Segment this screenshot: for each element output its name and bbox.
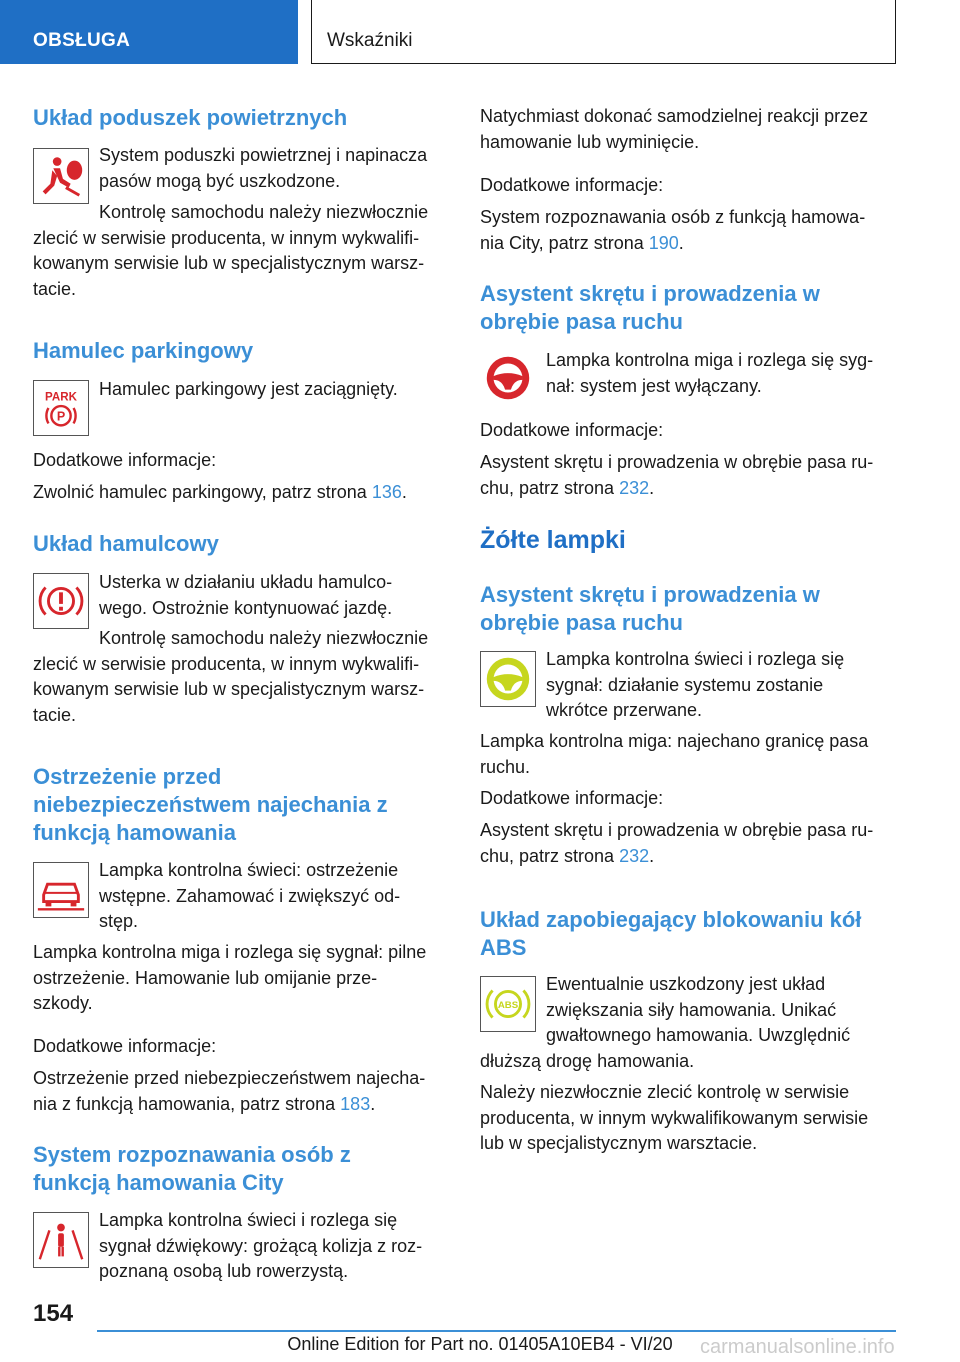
city-continued-text: Natychmiast dokonać samodzielnej reakcji przez hamowanie lub wyminięcie. [480, 106, 869, 152]
steering-wheel-yellow-icon [480, 651, 536, 707]
heading-steering-assist-yellow: Asystent skrętu i prowadzenia w obrębie pasa ruchu [480, 582, 820, 635]
airbag-warning-icon [33, 148, 89, 204]
watermark: carmanualsonline.info [700, 1336, 895, 1358]
svg-text:ABS: ABS [497, 999, 519, 1011]
heading-steering-assist-red: Asystent skrętu i prowadzenia w obrębie pasa ruchu [480, 281, 820, 334]
steering-red-text: Lampka kontrolna miga i rozlega się syg‐ nał: system jest wyłączany. [546, 350, 874, 396]
brake-text-first: Kontrolę samochodu należy niezwłocznie [99, 628, 429, 648]
abs-icon [480, 976, 536, 1032]
steering-red-page-link[interactable]: 232 [619, 477, 650, 498]
parking-more-info: Dodatkowe informacje: [33, 450, 217, 470]
footer-edition: Online Edition for Part no. 01405A10EB4 - VI/20 [287, 1334, 673, 1354]
header-chapter-label: Wskaźniki [327, 30, 413, 51]
heading-yellow-lamps: Żółte lampki [480, 526, 626, 554]
brake-text-body: zlecić w serwisie producenta, w innym wykwalifi‐ kowanym serwisie lub w specjalistycznym warsz‐ tacie. [33, 653, 425, 725]
parking-page-link[interactable]: 136 [371, 482, 402, 502]
steering-yellow-reference: Asystent skrętu i prowadzenia w obrębie pasa ru‐ chu, patrz strona 232. [480, 820, 874, 866]
steering-yellow-text-indented: Lampka kontrolna świeci i rozlega się sygnał: działanie systemu zostanie wkrótce przerwane. [546, 649, 845, 720]
heading-airbag: Układ poduszek powietrznych [33, 105, 348, 130]
heading-brake-system: Układ hamulcowy [33, 531, 219, 556]
heading-parking-brake: Hamulec parkingowy [33, 338, 254, 363]
header-chapter-box [311, 0, 896, 64]
heading-city-detection: System rozpoznawania osób z funkcją hamowania City [33, 1142, 351, 1195]
abs-text-action: Należy niezwłocznie zlecić kontrolę w serwisie producenta, w innym wykwalifikowanym serwisie lub w specjalistycznym warsztacie. [480, 1082, 869, 1153]
page-number: 154 [33, 1300, 74, 1327]
city-reference: System rozpoznawania osób z funkcją hamowa‐ nia City, patrz strona 190. [480, 207, 866, 253]
collision-text-body: Lampka kontrolna miga i rozlega się sygnał: pilne ostrzeżenie. Hamowanie lub omijanie prze‐ szkody. [33, 942, 427, 1013]
steering-yellow-page-link[interactable]: 232 [619, 845, 650, 866]
abs-text-indented: Ewentualnie uszkodzony jest układ zwiększania siły hamowania. Unikać gwałtownego hamowania. Uwzględnić [546, 974, 851, 1045]
footer-divider [97, 1330, 896, 1332]
car-collision-icon [33, 862, 89, 918]
header-section-tab [0, 0, 298, 64]
city-text: Lampka kontrolna świeci i rozlega się sygnał dźwiękowy: grożącą kolizja z roz‐ poznaną osobą lub rowerzystą. [99, 1210, 423, 1281]
parking-text: Hamulec parkingowy jest zaciągnięty. [99, 379, 398, 399]
airbag-text-first: Kontrolę samochodu należy niezwłocznie [99, 202, 429, 222]
heading-abs: Układ zapobiegający blokowaniu kół ABS [480, 907, 862, 960]
collision-page-link[interactable]: 183 [340, 1093, 371, 1114]
abs-text-body: dłuższą drogę hamowania. [480, 1050, 695, 1071]
collision-text-indented: Lampka kontrolna świeci: ostrzeżenie wstępne. Zahamować i zwiększyć od‐ stęp. [99, 860, 401, 931]
steering-red-more-info: Dodatkowe informacje: [480, 420, 664, 440]
parking-reference: Zwolnić hamulec parkingowy, patrz strona 136. [33, 482, 407, 502]
header-section-label: OBSŁUGA [33, 30, 131, 51]
brake-text-indented: Usterka w działaniu układu hamulco‐ wego. Ostrożnie kontynuować jazdę. [99, 572, 393, 618]
steering-yellow-text-body: Lampka kontrolna miga: najechano granicę pasa ruchu. [480, 731, 869, 777]
city-page-link[interactable]: 190 [648, 232, 679, 253]
steering-yellow-more-info: Dodatkowe informacje: [480, 788, 664, 808]
parking-brake-icon [33, 380, 89, 436]
pedestrian-cyclist-icon [33, 1212, 89, 1268]
airbag-text-body: zlecić w serwisie producenta, w innym wykwalifi‐ kowanym serwisie lub w specjalistycznym warsz‐ tacie. [33, 227, 425, 299]
collision-more-info: Dodatkowe informacje: [33, 1036, 217, 1056]
city-more-info: Dodatkowe informacje: [480, 175, 664, 195]
collision-reference: Ostrzeżenie przed niebezpieczeństwem najecha‐ nia z funkcją hamowania, patrz strona 183. [33, 1068, 426, 1114]
heading-collision-warning: Ostrzeżenie przed niebezpieczeństwem najechania z funkcją hamowania [33, 764, 388, 845]
svg-text:PARK: PARK [45, 391, 77, 404]
brake-warning-icon [33, 573, 89, 629]
svg-text:P: P [56, 409, 66, 424]
steering-red-reference: Asystent skrętu i prowadzenia w obrębie pasa ru‐ chu, patrz strona 232. [480, 452, 874, 498]
airbag-text-indented: System poduszki powietrznej i napinacza pasów mogą być uszkodzone. [99, 145, 428, 191]
steering-wheel-red-icon [480, 350, 536, 406]
